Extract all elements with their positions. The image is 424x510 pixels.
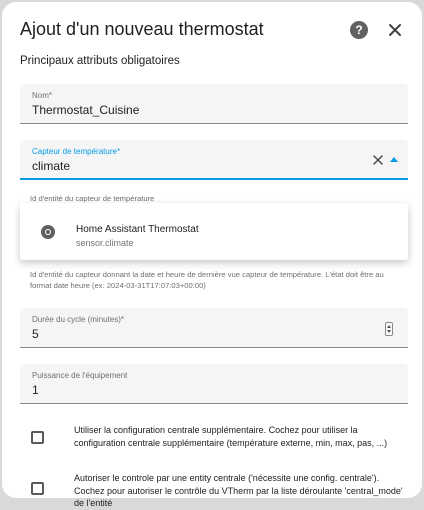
central-mode-option [20,468,408,508]
temp-sensor-field-label: Capteur de température* [32,147,121,156]
dropdown-item[interactable] [20,203,408,260]
cycle-field[interactable] [20,308,408,348]
temp-sensor-field-value[interactable]: climate [32,159,71,173]
cycle-field-value[interactable]: 5 [32,327,39,341]
temp-sensor-helper: Id d'entité du capteur de température [30,194,155,203]
name-field[interactable] [20,84,408,124]
clear-icon[interactable] [373,155,383,165]
close-icon[interactable] [386,21,404,39]
chevron-up-icon[interactable] [390,157,398,162]
last-seen-helper: Id d'entité du capteur donnant la date et heure de dernière vue capteur de température. L'état doit être au format date heure (ex: 2024-03-31T17:07:03+00:00) [30,270,384,290]
dropdown-item-title: Home Assistant Thermostat [76,224,199,235]
add-thermostat-dialog [2,2,422,508]
name-field-label: Nom* [32,91,53,100]
power-field-value[interactable]: 1 [32,383,39,397]
central-config-checkbox[interactable] [31,431,44,444]
central-mode-checkbox[interactable] [31,482,44,495]
help-icon[interactable]: ? [350,21,368,39]
power-field[interactable] [20,364,408,404]
dialog-title: Ajout d'un nouveau thermostat [20,19,264,39]
central-config-label: Utiliser la configuration centrale supplémentaire. Cochez pour utiliser la configuration centrale supplémentaire (température externe, min, max, pas, ...) [74,425,388,448]
temp-sensor-field[interactable] [20,140,408,180]
dropdown-item-subtitle: sensor.climate [76,238,134,248]
number-stepper-icon[interactable] [385,322,393,336]
central-mode-label: Autoriser le controle par une entity centrale ('nécessite une config. centrale'). Cochez pour autoriser le contrôle du VTherm par la liste déroulante 'central_mode' de l'entité [74,473,403,508]
central-config-option [20,420,408,456]
section-title: Principaux attributs obligatoires [20,55,180,67]
thermostat-icon [41,225,55,239]
power-field-label: Puissance de l'équipement [32,371,128,380]
cycle-field-label: Durée du cycle (minutes)* [32,315,125,324]
name-field-value[interactable]: Thermostat_Cuisine [32,103,140,117]
sensor-dropdown [20,203,408,260]
